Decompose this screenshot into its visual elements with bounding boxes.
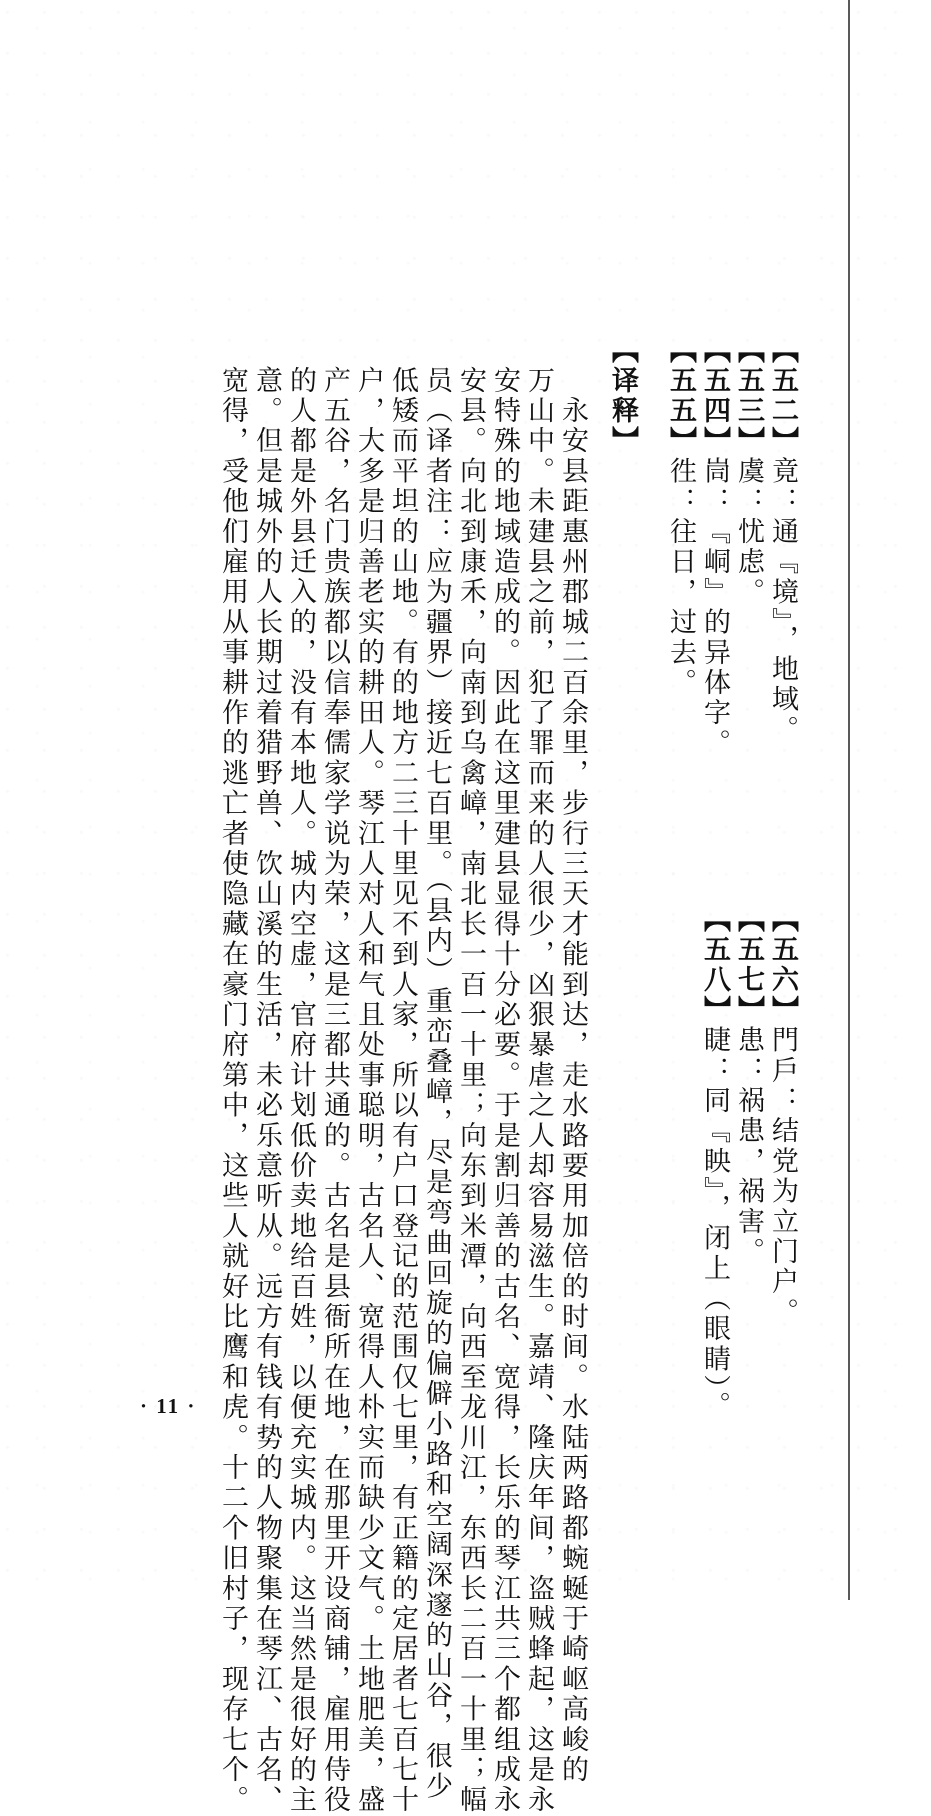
note-text: 峝：『峒』的异体字。: [699, 456, 730, 759]
translation-column: 永安县距惠州郡城二百余里，步行三天才能到达，走水路要用加倍的时间。水陆两路都蜿蜒于崎岖高峻的: [557, 366, 588, 1786]
translation-column: 宽得，受他们雇用从事耕作的逃亡者使隐藏在豪门府第中，这些人就好比鹰和虎。十二个旧村子，现存七个。: [217, 366, 248, 1816]
note-label: 【五二】: [767, 336, 798, 457]
note-text: 竟：通『境』，地域。: [767, 456, 798, 746]
translation-column: 安特殊的地域造成的。因此在这里建县显得十分必要。于是割归善的古名、宽得，长乐的琴江共三个都组成永: [489, 366, 520, 1816]
margin-rule: [848, 0, 850, 1600]
note-52: [765, 336, 799, 745]
translation-column: 的人都是外县迁入的，没有本地人。城内空虚，官府计划低价卖地给百姓，以便充实城内。这当然是很好的主: [285, 366, 316, 1816]
note-label: 【五五】: [665, 336, 696, 457]
note-label: 【五三】: [733, 336, 764, 457]
note-label: 【五六】: [767, 905, 798, 1026]
note-text: 徃：往日，过去。: [665, 456, 696, 699]
note-57: [731, 905, 765, 1267]
note-text: 虞：忧虑。: [733, 456, 764, 608]
translation-column: 低矮而平坦的山地。有的地方二三十里见不到人家，所以有户口登记的范围仅七里，有正籍的定居者七百七十: [387, 366, 418, 1816]
translation-column: 产五谷，名门贵族都以信奉儒家学说为荣，这是三都共通的。古名是县衙所在地，在那里开设商铺，雇用侍役: [319, 366, 350, 1816]
note-label: 【五七】: [733, 905, 764, 1026]
note-label: 【五四】: [699, 336, 730, 457]
note-55: [663, 336, 697, 698]
note-text: 患：祸患，祸害。: [733, 1025, 764, 1268]
translation-column: 意。但是城外的人长期过着猎野兽、饮山溪的生活，未必乐意听从。远方有钱有势的人物聚集在琴江、古名、: [251, 366, 282, 1816]
note-56: [765, 905, 799, 1328]
note-54: [697, 336, 731, 759]
note-text: 門戶：结党为立门户。: [767, 1025, 798, 1328]
translation-column: 安县。向北到康禾，向南到乌禽嶂，南北长一百一十里；向东到米潭，向西至龙川江，东西长二百一十里；幅: [455, 366, 486, 1816]
translation-column: 万山中。未建县之前，犯了罪而来的人很少，凶狠暴虐之人却容易滋生。嘉靖、隆庆年间，盗贼蜂起，这是永: [523, 366, 554, 1816]
section-title: 【译释】: [607, 336, 638, 456]
page-number: · 11 ·: [140, 1394, 197, 1418]
translation-column: 员（译者注：应为疆界）接近七百里。（县内）重峦叠嶂，尽是弯曲回旋的偏僻小路和空阔深邃的山谷，很少: [421, 366, 452, 1803]
note-53: [731, 336, 765, 608]
note-58: [697, 905, 731, 1422]
note-text: 睫：同『眏』，闭上（眼睛）。: [699, 1025, 730, 1422]
note-label: 【五八】: [699, 905, 730, 1026]
translation-column: 户，大多是归善老实的耕田人。琴江人对人和气且处事聪明，古名人、宽得人朴实而缺少文气。土地肥美，盛: [353, 366, 384, 1816]
